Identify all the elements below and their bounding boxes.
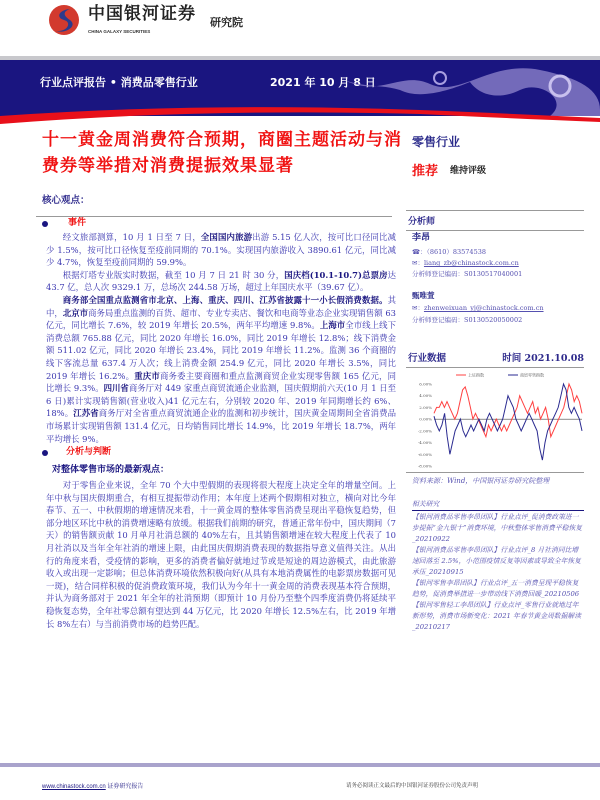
disclaimer-note: 请务必阅读正文最后的中国银河证券股份公司免责声明 xyxy=(346,783,479,789)
paragraph-text: 对于零售企业来说，全年 70 个大中型假期的表现将很大程度上决定全年的增量空间。上年中秋与国庆假期重合，有相互提振带动作用；本年度上述两个假期相对独立，横向对比今年春节、五一、中秋假期的增速情况来看，十一黄金周的整体零售消费呈现出平稳恢复趋势，但部分地区环比中秋的消费增速略有放缓。根据我们前期的研究，普通正常年份中，国庆期间（7 天）的销售额贡献 10 月单月社消总额的 40%左右，且其销售额增速在较大程度上代表了 10 月社消以及当年全年社消的增速上限，由此国庆假期消费表现的数据指导意义值得关注。从出行的角度来看，受疫情的影响，更多的消费者偏好就地过节或是短途的周边游模式，由此旅游收入或出现一定影响；但总体消费环境依然积极向好(从具有本地消费属性的电影票房数据可见一斑)，结合同样积极的促消费政策环境，我们认为今年十一黄金周的消费表现基本符合预期，并认为商务部对于 2021 年全年的社消预期（即预计 10 月份乃至整个四季度消费仍将延续平稳恢复态势，全年社零总额有望达到 44 万亿元，比 2020 年增长 12.5%左右，比 2019 年增长 8%左右）与当前消费市场的趋势匹配。 xyxy=(46,480,396,629)
index-line-chart xyxy=(406,370,586,470)
related-report-link[interactable]: 【银河零售轻工李昂团队】行业点评_零售行业就地过年新形势，消费市场新变化：2021 年春节黄金周数据解读_20210217 xyxy=(412,601,581,631)
industry-data-header xyxy=(408,350,584,364)
report-type: 行业点评报告 • 消费品零售行业 xyxy=(40,76,198,89)
legend-label: 上证指数 xyxy=(468,372,484,378)
analyst-reg: 分析师登记编码：S0130520050002 xyxy=(412,316,523,324)
analyst-email-row xyxy=(412,303,544,314)
highlight-text: 江苏省 xyxy=(73,408,99,419)
subheading: 对整体零售市场的最新观点： xyxy=(52,465,170,476)
footer-divider xyxy=(0,763,600,767)
y-tick-label: -6.00% xyxy=(417,451,432,457)
paragraph-text: 出游 5.15 亿人次，按可比口径同比减少 1.5%，按可比口径恢复至疫前同期的 70.1%。实现国内旅游收入 3890.61 亿元，同比减少 4.7%，恢复至疫前同期的 59.9%。 xyxy=(46,232,396,268)
bullet-icon xyxy=(42,221,48,227)
core-view-heading: 核心观点： xyxy=(42,195,90,206)
related-list xyxy=(412,512,584,633)
footer-label: 证券研究报告 xyxy=(107,784,144,790)
paragraph xyxy=(46,269,396,294)
related-research xyxy=(412,499,584,633)
y-tick-label: 6.00% xyxy=(419,381,432,387)
highlight-text: 重庆市 xyxy=(134,370,160,381)
section-event: 事件 xyxy=(68,218,87,228)
paragraph xyxy=(46,294,396,445)
y-tick-label: 2.00% xyxy=(419,404,432,410)
series-line-1 xyxy=(434,384,582,460)
rating-label: 推荐 xyxy=(412,164,439,179)
y-tick-label: -8.00% xyxy=(417,463,432,469)
chart-source: 资料来源：Wind，中国银河证券研究院整理 xyxy=(412,477,550,485)
divider xyxy=(406,472,584,473)
industry-data-title: 行业数据 xyxy=(408,353,447,364)
analysis-paragraphs xyxy=(46,479,396,630)
event-paragraphs xyxy=(46,231,396,445)
y-tick-label: 0.00% xyxy=(419,416,432,422)
analysis-section-header xyxy=(46,447,396,461)
related-report-link[interactable]: 【银河零售李昂团队】行业点评_五一消费呈现平稳恢复趋势，促消费举措进一步带动线下消费回暖_20210506 xyxy=(412,579,580,598)
analyst-email-row xyxy=(412,258,519,269)
legend-label: 商贸零售指数 xyxy=(520,372,544,378)
report-title: 十一黄金周消费符合预期，商圈主题活动与消费券等举措对消费提振效果显著 xyxy=(42,130,402,176)
divider xyxy=(36,216,392,217)
highlight-text: 全国国内旅游 xyxy=(200,232,253,242)
analyst-heading: 分析师 xyxy=(406,210,584,231)
paragraph-text: 商务厅对全省重点商贸流通企业的监测和初步统计，国庆黄金周期间全省消费品市场累计实现销售额 131.4 亿元，日均销售同比增长 14.9%，比 2019 年增长 18.7%，两年平均增长 9%。 xyxy=(46,408,396,444)
y-tick-label: 4.00% xyxy=(419,393,432,399)
galaxy-logo xyxy=(48,4,80,36)
rating-note: 维持评级 xyxy=(450,166,487,176)
mail-icon: ✉： xyxy=(412,259,424,267)
highlight-text: 北京市 xyxy=(62,307,89,318)
highlight-text: 商务部全国重点监测省市北京、上海、重庆、四川、江苏省披露十一小长假消费数据。 xyxy=(62,294,388,305)
paragraph-text: 其中， xyxy=(46,294,396,318)
related-report-link[interactable]: 【银河消费品零售李昂团队】行业点评_8 月社消同比增速回落至 2.5%，小范围疫情反复等因素或导致全年恢复承压_20210915 xyxy=(412,546,581,576)
related-report-link[interactable]: 【银河消费品零售李昂团队】行业点评_促消费政策进一步提振“金九银十”消费环境，中秋整体零售消费平稳恢复_20210922 xyxy=(412,513,583,543)
y-tick-label: -4.00% xyxy=(417,440,432,446)
analyst-reg: 分析师登记编码：S0130517040001 xyxy=(412,270,523,278)
highlight-text: 四川省 xyxy=(103,383,129,394)
paragraph xyxy=(46,231,396,269)
report-date: 2021 年 10 月 8 日 xyxy=(270,76,376,89)
analyst-name: 甄唯萱 xyxy=(412,291,435,300)
divider xyxy=(406,367,584,368)
highlight-text: 国庆档(10.1-10.7)总票房 xyxy=(284,269,388,280)
related-heading: 相关研究 xyxy=(412,499,584,511)
analyst-email-link[interactable]: zhenweixuan_yj@chinastock.com.cn xyxy=(423,304,544,312)
institute-label: 研究院 xyxy=(210,16,243,29)
sector-label: 零售行业 xyxy=(412,135,461,149)
mail-icon: ✉： xyxy=(412,304,424,312)
paragraph-text: 商务委主要商圈和重点监测商贸企业实现零售额 165 亿元，同比增长 9.3%。 xyxy=(46,370,397,394)
paragraph-text: 经文旅部测算，10 月 1 日至 7 日， xyxy=(62,232,201,242)
y-tick-label: -2.00% xyxy=(417,428,432,434)
industry-data-time: 时间 2021.10.08 xyxy=(502,353,584,364)
bullet-icon xyxy=(42,450,48,456)
analyst-name: 李昂 xyxy=(412,233,431,243)
paragraph xyxy=(46,479,396,630)
section-analysis: 分析与判断 xyxy=(66,447,112,458)
highlight-text: 上海市 xyxy=(319,320,346,331)
paragraph-text: 全市线上线下消费总额 765.88 亿元，同比 2020 年增长 16.0%，同比 2019 年增长 12.8%；线下消费金额 511.02 亿元，同比 2020 年增长 23.4%，同比 2019 年增长 11.2%。监测 36 个商圈的线下客流总量 637.4 万人次；线上消费金额 254.9 亿元，同比 2020 年增长 3.5%，同比 2019 年增长 16.2%。 xyxy=(46,320,396,381)
website-link[interactable]: www.chinastock.com.cn xyxy=(42,784,106,790)
paragraph-text: 达 43.7 亿，总人次 9329.1 万，总场次 244.58 万场，超过上年国庆水平（39.67 亿）。 xyxy=(46,269,396,293)
paragraph-text: 商务厅对 449 家重点商贸流通企业监测，国庆假期前六天(10 月 1 日至 6 日)累计实现销售额(营业收入)41 亿元左右，分别较 2020 年、2019 年同期增长约 6%、18%。 xyxy=(46,383,397,419)
analyst-email-link[interactable]: liang_zb@chinastock.com.cn xyxy=(423,259,519,267)
brand-name-cn: 中国银河证券 xyxy=(88,4,196,24)
red-arc-decoration xyxy=(0,104,600,128)
footer-left xyxy=(42,781,143,790)
paragraph-text: 根据灯塔专业版实时数据，截至 10 月 7 日 21 时 30 分， xyxy=(62,269,285,280)
main-body xyxy=(46,231,396,630)
analyst-phone: ☎：（8610）83574538 xyxy=(412,248,486,256)
brand-name-en: CHINA GALAXY SECURITIES xyxy=(88,29,151,34)
paragraph-text: 商务局重点监测的百货、超市、专业专卖店、餐饮和电商等业态企业实现销售额 63 亿元，同比增长 7.6%，较 2019 年增长 20.5%，两年平均增速 9.8%。 xyxy=(46,307,397,331)
